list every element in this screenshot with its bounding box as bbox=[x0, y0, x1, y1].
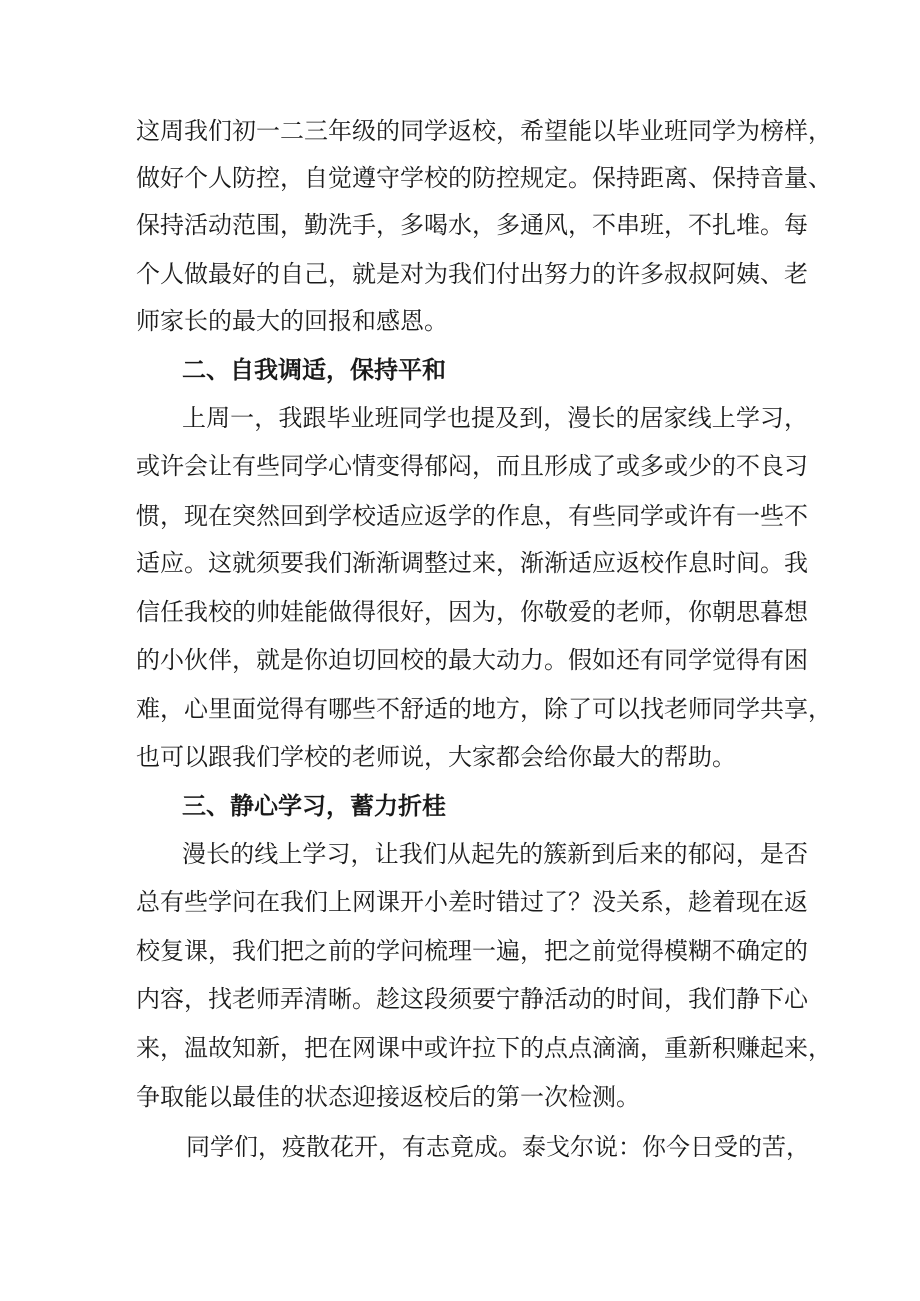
paragraph-2-line-4: 适应。这就须要我们渐渐调整过来，渐渐适应返校作息时间。我 bbox=[136, 549, 808, 577]
paragraph-1-line-4: 个人做最好的自己，就是对为我们付出努力的许多叔叔阿姨、老 bbox=[136, 260, 808, 288]
paragraph-1-line-5: 师家长的最大的回报和感恩。 bbox=[136, 307, 448, 335]
paragraph-1-line-1: 这周我们初一二三年级的同学返校，希望能以毕业班同学为榜样， bbox=[136, 117, 832, 145]
paragraph-2-line-7: 难，心里面觉得有哪些不舒适的地方，除了可以找老师同学共享， bbox=[136, 695, 832, 723]
paragraph-3-line-6: 争取能以最佳的状态迎接返校后的第一次检测。 bbox=[136, 1083, 640, 1111]
paragraph-3-line-3: 校复课，我们把之前的学问梳理一遍，把之前觉得模糊不确定的 bbox=[136, 937, 808, 965]
paragraph-1-line-2: 做好个人防控，自觉遵守学校的防控规定。保持距离、保持音量、 bbox=[136, 164, 832, 192]
paragraph-2-line-8: 也可以跟我们学校的老师说，大家都会给你最大的帮助。 bbox=[136, 743, 736, 771]
section-heading-3: 三、静心学习，蓄力折桂 bbox=[182, 792, 446, 820]
paragraph-2-line-3: 惯，现在突然回到学校适应返学的作息，有些同学或许有一些不 bbox=[136, 502, 808, 530]
section-heading-2: 二、自我调适，保持平和 bbox=[182, 356, 446, 384]
paragraph-3-line-4: 内容，找老师弄清晰。趁这段须要宁静活动的时间，我们静下心 bbox=[136, 985, 808, 1013]
paragraph-3-line-1: 漫长的线上学习，让我们从起先的簇新到后来的郁闷，是否 bbox=[182, 840, 808, 868]
paragraph-4-line-1: 同学们，疫散花开，有志竟成。泰戈尔说：你今日受的苦， bbox=[186, 1133, 810, 1161]
paragraph-3-line-2: 总有些学问在我们上网课开小差时错过了？没关系，趁着现在返 bbox=[136, 888, 808, 916]
paragraph-1-line-3: 保持活动范围，勤洗手，多喝水，多通风，不串班，不扎堆。每 bbox=[136, 211, 808, 239]
paragraph-2-line-2: 或许会让有些同学心情变得郁闷，而且形成了或多或少的不良习 bbox=[136, 452, 808, 480]
paragraph-2-line-5: 信任我校的帅娃能做得很好，因为，你敬爱的老师，你朝思暮想 bbox=[136, 598, 808, 626]
paragraph-3-line-5: 来，温故知新，把在网课中或许拉下的点点滴滴，重新积赚起来， bbox=[136, 1034, 832, 1062]
paragraph-2-line-1: 上周一，我跟毕业班同学也提及到，漫长的居家线上学习， bbox=[182, 404, 808, 432]
paragraph-2-line-6: 的小伙伴，就是你迫切回校的最大动力。假如还有同学觉得有困 bbox=[136, 646, 808, 674]
